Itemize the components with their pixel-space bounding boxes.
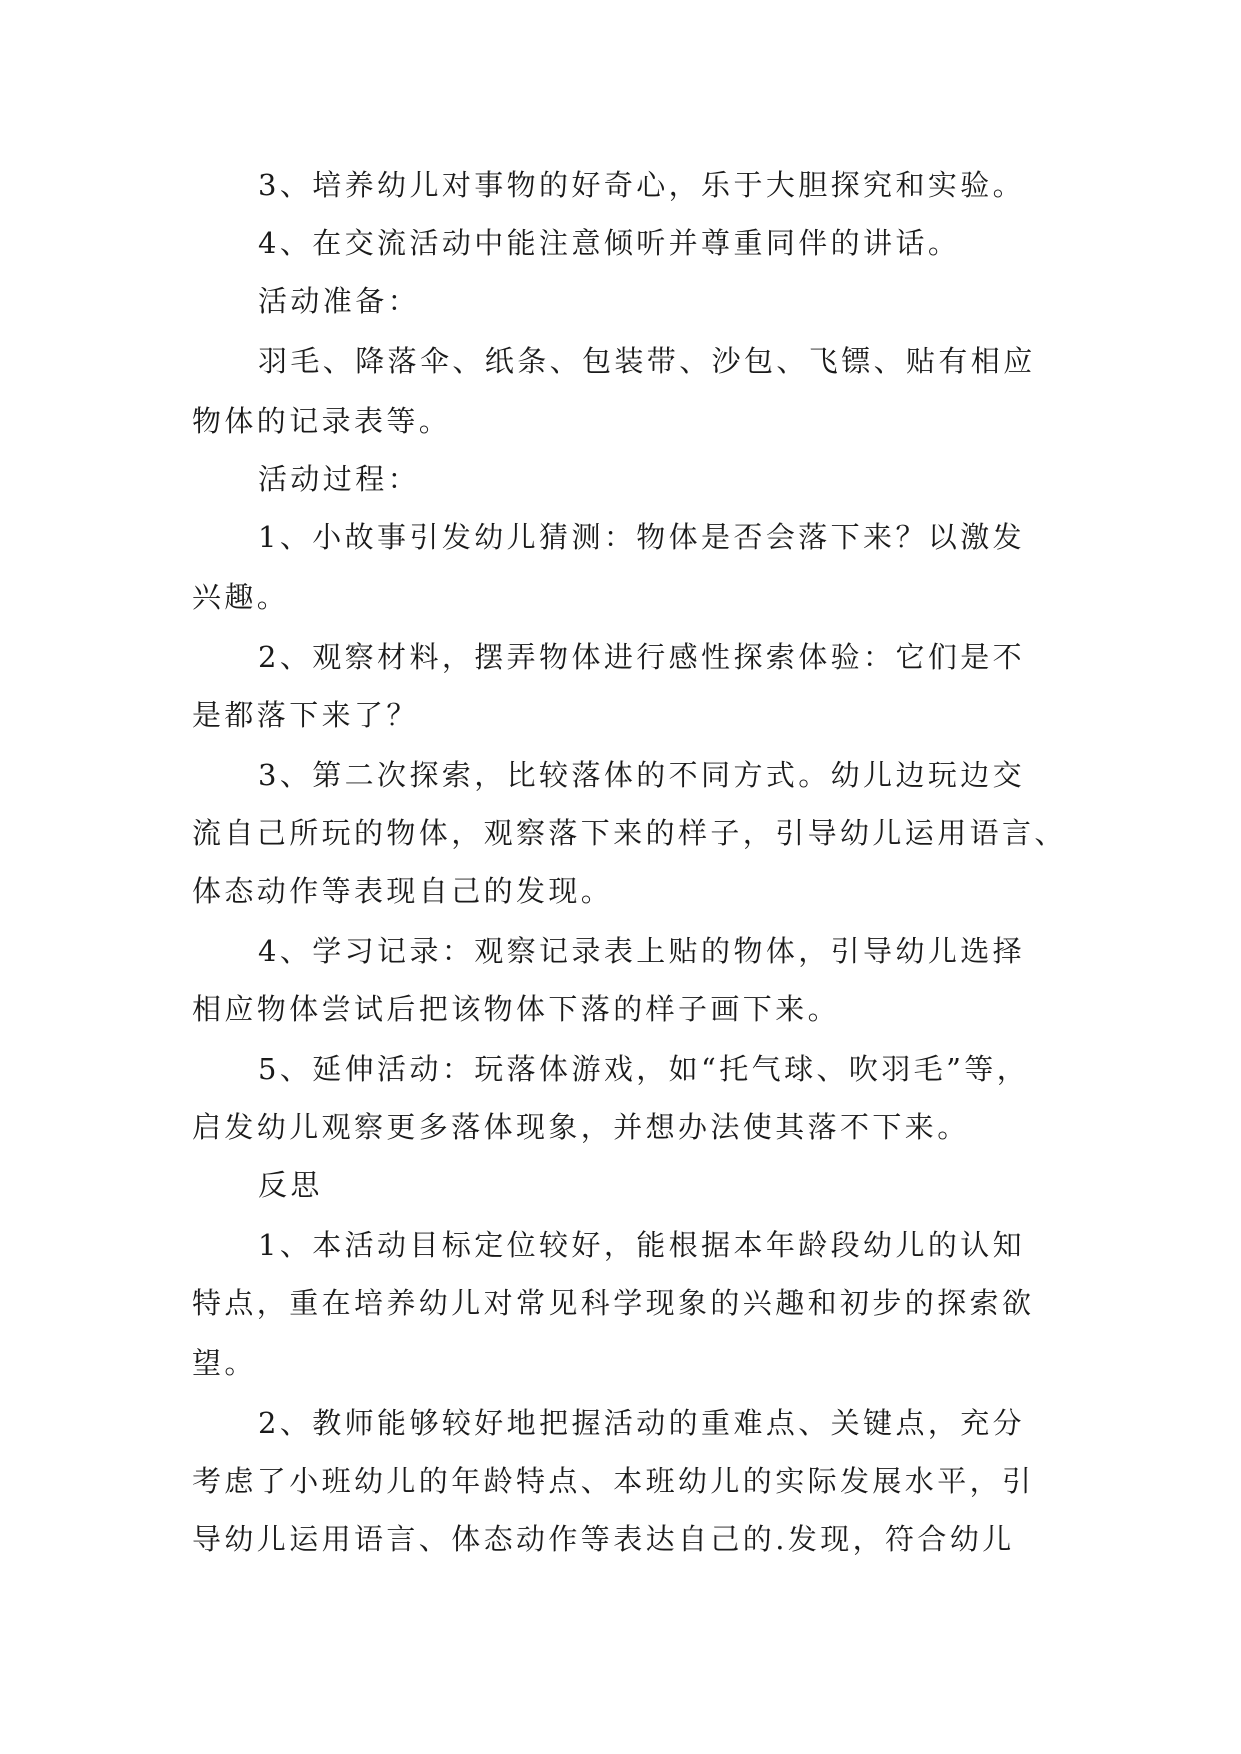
text-line: 体态动作等表现自己的发现。 — [192, 874, 614, 908]
text-line: 4、学习记录：观察记录表上贴的物体，引导幼儿选择 — [258, 934, 1026, 968]
text-line: 羽毛、降落伞、纸条、包装带、沙包、飞镖、贴有相应 — [258, 344, 1036, 378]
section-heading-reflection: 反思 — [258, 1168, 323, 1202]
text-line: 相应物体尝试后把该物体下落的样子画下来。 — [192, 992, 841, 1026]
text-line: 5、延伸活动：玩落体游戏，如“托气球、吹羽毛”等， — [258, 1052, 1030, 1086]
section-heading-process: 活动过程： — [258, 462, 421, 496]
text-line: 1、小故事引发幼儿猜测：物体是否会落下来？以激发 — [258, 520, 1026, 554]
text-line: 兴趣。 — [192, 580, 290, 614]
text-line: 3、第二次探索，比较落体的不同方式。幼儿边玩边交 — [258, 758, 1026, 792]
text-line: 物体的记录表等。 — [192, 404, 452, 438]
text-line: 是都落下来了？ — [192, 698, 419, 732]
text-line: 启发幼儿观察更多落体现象，并想办法使其落不下来。 — [192, 1110, 970, 1144]
text-line: 流自己所玩的物体，观察落下来的样子，引导幼儿运用语言、 — [192, 816, 1067, 850]
text-line: 导幼儿运用语言、体态动作等表达自己的.发现，符合幼儿 — [192, 1522, 1015, 1556]
text-line: 望。 — [192, 1346, 257, 1380]
text-line: 3、培养幼儿对事物的好奇心，乐于大胆探究和实验。 — [258, 168, 1026, 202]
section-heading-preparation: 活动准备： — [258, 284, 421, 318]
text-line: 考虑了小班幼儿的年龄特点、本班幼儿的实际发展水平，引 — [192, 1464, 1035, 1498]
text-line: 4、在交流活动中能注意倾听并尊重同伴的讲话。 — [258, 226, 961, 260]
text-line: 1、本活动目标定位较好，能根据本年龄段幼儿的认知 — [258, 1228, 1026, 1262]
text-line: 特点，重在培养幼儿对常见科学现象的兴趣和初步的探索欲 — [192, 1286, 1035, 1320]
text-line: 2、观察材料，摆弄物体进行感性探索体验：它们是不 — [258, 640, 1026, 674]
text-line: 2、教师能够较好地把握活动的重难点、关键点，充分 — [258, 1406, 1026, 1440]
